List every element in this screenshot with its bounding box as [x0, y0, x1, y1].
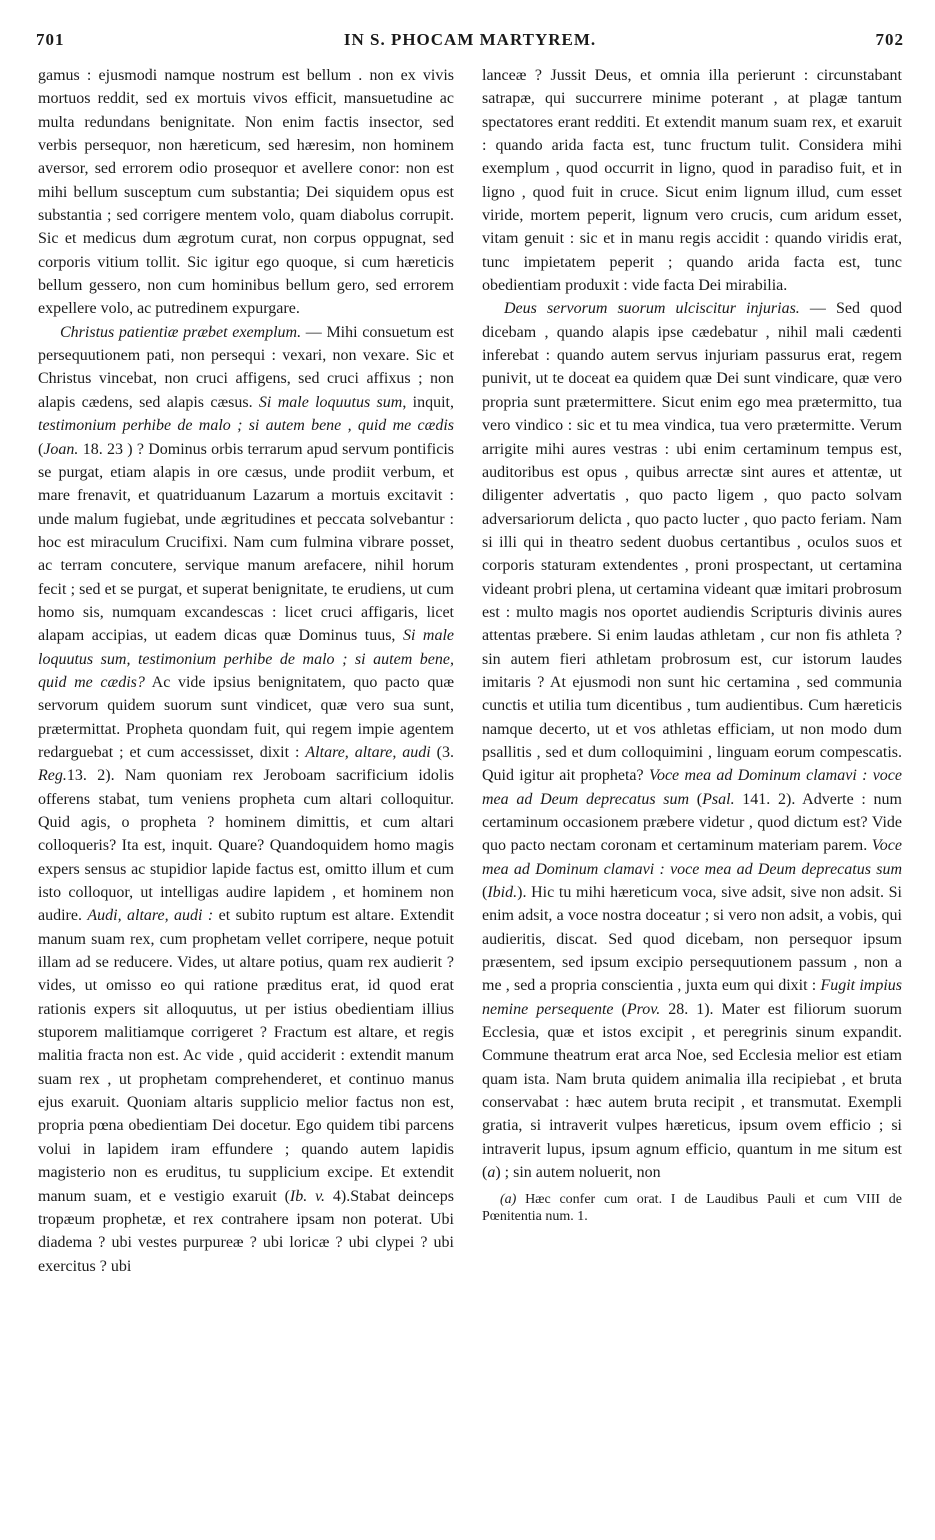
scripture-quote: Si male loquutus sum, testimonium perhibe de malo ; si autem bene, quid me cædis? [38, 627, 454, 691]
paragraph [482, 297, 902, 1184]
text-run: 18. 23 ) ? Dominus orbis terrarum apud servum pontificis se purgat, etiam alapis in ore cæsus, unde prodiit verbum, et mare frenavit, et quatriduanum Lazarum a mortuis excitavit : unde malum fugiebat, unde ægritudines et peccata solvebantur : hoc est miraculum Crucifixi. Nam cum fulmina vibrare posset, ac terram concutere, servique manum arefacere, nihil horum fecit ; sed et se purgat, et superat benignitate, te erudiens, ut cum homo sis, numquam excandescas : licet cruci affigaris, licet alapam accipias, ut eadem dicas quæ Dominus tuus, [38, 440, 454, 645]
page-number-right: 702 [875, 30, 904, 49]
text-run: Ac vide ipsius benignitatem, quo pacto quæ servorum quidem suorum sunt vindicet, quæ vero sua sunt, prætermittat. Propheta quondam fuit, qui regem impie agentem redarguebat ; et cum accessisset, dixit : [38, 673, 455, 761]
footnote [482, 1191, 902, 1225]
text-run: (3. [430, 743, 455, 761]
scripture-quote: Voce mea ad Dominum clamavi : voce mea ad Deum deprecatus sum [482, 767, 903, 808]
footnote-text: Hæc confer cum orat. I de Laudibus Pauli et cum VIII de Pœnitentia num. 1. [482, 1191, 902, 1224]
text-run: et subito ruptum est altare. Extendit manum suam rex, cum prophetam vellet corripere, neque potuit illam ad se reducere. Vides, ut altare potius, quam rex audierit ? vides, ut omisso eo qui ratione præditus erat, id quod erat rationis expers sit alloquutus, ut per istius obedientiam illius stuporem malitiamque corrigeret ? Fractum est altare, et regis malitia fracta non est. Ac vide , quid acciderit : extendit manum suam rex , ut prophetam comprehenderet, et continuo manus ejus exaruit. Quoniam altaris supplicio melior factus non est, propria pœna obedientiam Dei docetur. Ego quidem tibi parcens volui in lapidem iram effundere ; quando autem lapidis magisterio non es eruditus, tu supplicium excipe. Et extendit manum suam, et e vestigio exaruit ( [38, 907, 455, 1205]
running-header [36, 30, 904, 56]
scripture-quote: Fugit impius nemine persequente [482, 977, 902, 1018]
text-run: ( [689, 790, 703, 808]
section-heading: Christus patientiæ præbet exemplum. [60, 323, 302, 341]
paragraph [38, 321, 454, 1278]
running-title: IN S. PHOCAM MARTYREM. [343, 30, 597, 49]
text-run: ( [482, 884, 488, 902]
text-run: ). Hic tu mihi hæreticum voca, sive adsit, sive non adsit. Si enim adsit, a voce nostra doceatur ; si vero non adsit, a vobis, qui audieritis, discat. Sed quod dicebam, non persequor ipsum præsentem, sed ipsum excipio persequutionem passum , non a me , sed a propria conscientia , juxta eum qui dixit : [482, 884, 902, 995]
text-run: ( [38, 440, 44, 458]
text-run: 4).Stabat deinceps tropæum prophetæ, et rex contrahere ipsam non poterat. Ubi diadema ? ubi vestes purpureæ ? ubi loricæ ? ubi clypei ? ubi exercitus ? ubi [38, 1187, 455, 1275]
text-run: 13. 2). Nam quoniam rex Jeroboam sacrificium idolis offerens stabat, tum veniens propheta cum altari colloquitur. Quid agis, o propheta ? hominem dimittis, et cum altari colloqueris? Ita est, inquit. Quare? Quandoquidem homo magis expers sensus ac stupidior lapide factus est, omitto illum et cum isto colloquor, ut intelligas audire lapidem , et hominem non audire. [38, 767, 454, 925]
text-run: — Sed quod dicebam , quando alapis ipse cædebatur , nihil mali cædenti inferebat : quando autem servus injuriam passurus erat, regem punivit, ut te doceat ea quidem quæ Dei sunt vindicare, quæ vero propria sunt prætermittere. Sicut enim ego mea prætermitto, tua vero vindico : sic et tu mea vindica, tua vero prætermitte. Verum arrigite mihi aures vestras : ubi enim certaminum tempus est, auditoribus est opus , quibus arrectæ sint aures et attentæ, ut diligenter advertatis , quo pacto ligem , quo pacto solvam adversariorum delicta , quo pacto lucter , quo pacto feriam. Nam si illi qui in theatro sedent duobus certantibus , oculos suos et corporis staturam extendentes , proni prospectant, ut certamina videant probri plena, ut certamina videant quæ imitari probrosum est : multo magis nos oportet audiendis Scripturis divinis aures attentas præbere. Si enim laudas athletam , cur non fis athleta ? sin autem fieri athletam probrosum est, cur istorum laudes imitaris ? At ejusmodi non sunt hic certamina , sed communia cunctis et utilia tum dicentibus , tum audientibus. Cum hæreticis namque decerto, ut et vos athletas efficiam, ut non modo dum psallitis , sed et dum colloquimini , linguam eorum compescatis. Quid igitur ait propheta? [482, 300, 902, 785]
scripture-quote: Voce mea ad Dominum clamavi : voce mea ad Deum deprecatus sum [482, 837, 902, 878]
scripture-quote: testimonium perhibe de malo ; si autem bene , quid me cædis [38, 417, 454, 435]
scripture-quote: Audi, altare, audi : [87, 907, 214, 925]
scripture-quote: Altare, altare, audi [305, 743, 431, 761]
page-number-left: 701 [36, 30, 65, 49]
scripture-reference: Ib. v. [289, 1187, 326, 1205]
text-run: — Mihi consuetum est persequutionem pati, non persequi : vexari, non vexare. Sic et Christus vincebat, non cruci affigens, sed cruci affixus ; non alapis cædens, sed alapis cæsus. [38, 323, 454, 411]
footnote-mark: (a) [500, 1191, 517, 1207]
scripture-quote: Si male loquutus sum [258, 393, 403, 411]
scripture-reference: Joan. [43, 440, 79, 458]
right-column [482, 64, 902, 1225]
paragraph-continuation: gamus : ejusmodi namque nostrum est bellum . non ex vivis mortuos reddit, sed ex mortuis vivos efficit, mansuetudine ac multa redundans benignitate. Non enim factis insector, sed verbis persequor, non hæreticum, sed hæresim, non hominem aversor, sed errorem odio prosequor et avellere conor: non est mihi bellum susceptum cum substantia; Dei siquidem opus est substantia ; sed corrigere mentem volo, quam diabolus corrupit. Sic et medicus dum ægrotum curat, non corpus oppugnat, sed corporis vitium tollit. Sic igitur ego quoque, si cum hæreticis bellum gessero, non cum hominibus bellum gero, sed errorem expellere volo, ac putredinem expurgare. [38, 67, 454, 318]
scripture-reference: Psal. [702, 790, 735, 808]
text-run: 28. 1). Mater est filiorum suorum Ecclesia, quæ et istos excipit , et peregrinis sinum expandit. Commune theatrum erat arca Noe, sed Ecclesia melior est etiam quam ista. Nam bruta quidem animalia illa recipiebat , et bruta conservabat : hæc autem bruta recipit , et transmutat. Exempli gratia, si intraverit vulpes hæreticus, ipsum ovem efficio ; si intraverit lupus, ipsum agnum efficio, quantum in me situm est ( [482, 1000, 903, 1182]
scripture-reference: Prov. [626, 1000, 661, 1018]
left-column [38, 64, 454, 1278]
text-run: 141. 2). Adverte : num certaminum occasionem præbere videtur , quod dictum est? Vide quo pacto nectam coronam et certaminum materiam parem. [482, 790, 903, 855]
footnote-reference: a [487, 1164, 496, 1182]
text-run: , inquit, [402, 393, 455, 411]
text-run: ( [613, 1000, 627, 1018]
section-heading: Deus servorum suorum ulciscitur injurias. [504, 300, 800, 318]
scripture-reference: Reg. [38, 767, 67, 785]
text-run: ) ; sin autem noluerit, non [495, 1164, 661, 1182]
scripture-reference: Ibid. [487, 884, 518, 902]
paragraph-continuation: lanceæ ? Jussit Deus, et omnia illa perierunt : circunstabant satrapæ, qui succurrere minime poterant , at plagæ tantum spectatores erant redditi. Et extendit manum suam rex, et exaruit : quando arida facta est, tunc fructum tulit. Considera mihi exemplum , quod occurrit in ligno, quod in paradiso fuit, et in ligno , quod fuit in cruce. Sicut enim lignum illud, cum esset viride, mortem peperit, lignum vero crucis, cum aridum esset, vitam genuit : sic et in manu regis accidit : quando viridis erat, tunc impietatem peperit ; quando arida facta est, tunc obedientiam produxit : vide facta Dei mirabilia. [482, 67, 902, 295]
